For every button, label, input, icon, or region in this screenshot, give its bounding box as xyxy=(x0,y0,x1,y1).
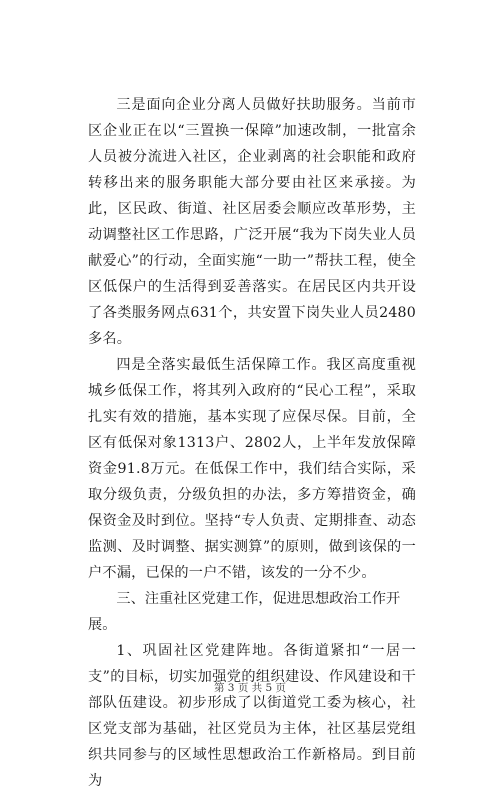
paragraph-party-building: 1、巩固社区党建阵地。各街道紧扣“一居一支”的目标，切实加强党的组织建设、作风建设和干部队伍建设。初步形成了以街道党工委为核心，社区党支部为基础，社区党员为主体，社区基层党组织共同参与的区域性思想政治工作新格局。到目前为 xyxy=(88,643,416,789)
page-number-footer: 第 3 页 共 5 页 xyxy=(213,682,287,694)
paragraph-minimum-living-security: 四是全落实最低生活保障工作。我区高度重视城乡低保工作，将其列入政府的“民心工程”，采取扎实有效的措施，基本实现了应保尽保。目前，全区有低保对象1313户、2802人，上半年发放保障资金91.8万元。在低保工作中，我们结合实际，采取分级负责，分级负担的办法，多方筹措资金，确保资金及时到位。坚持“专人负责、定期排查、动态监测、及时调整、据实测算”的原则，做到该保的一户不漏，已保的一户不错，该发的一分不少。 xyxy=(88,357,416,581)
section-heading: 三、注重社区党建工作，促进思想政治工作开展。 xyxy=(88,591,401,633)
paragraph-enterprise-support: 三是面向企业分离人员做好扶助服务。当前市区企业正在以“三置换一保障”加速改制，一批富余人员被分流进入社区，企业剥离的社会职能和政府转移出来的服务职能大部分要由社区来承接。为此，区民政、街道、社区居委会顺应改革形势，主动调整社区工作思路，广泛开展“我为下岗失业人员献爱心”的行动，全面实施“一助一”帮扶工程，使全区低保户的生活得到妥善落实。在居民区内共开设了各类服务网点631个，共安置下岗失业人员2480多名。 xyxy=(88,97,416,347)
